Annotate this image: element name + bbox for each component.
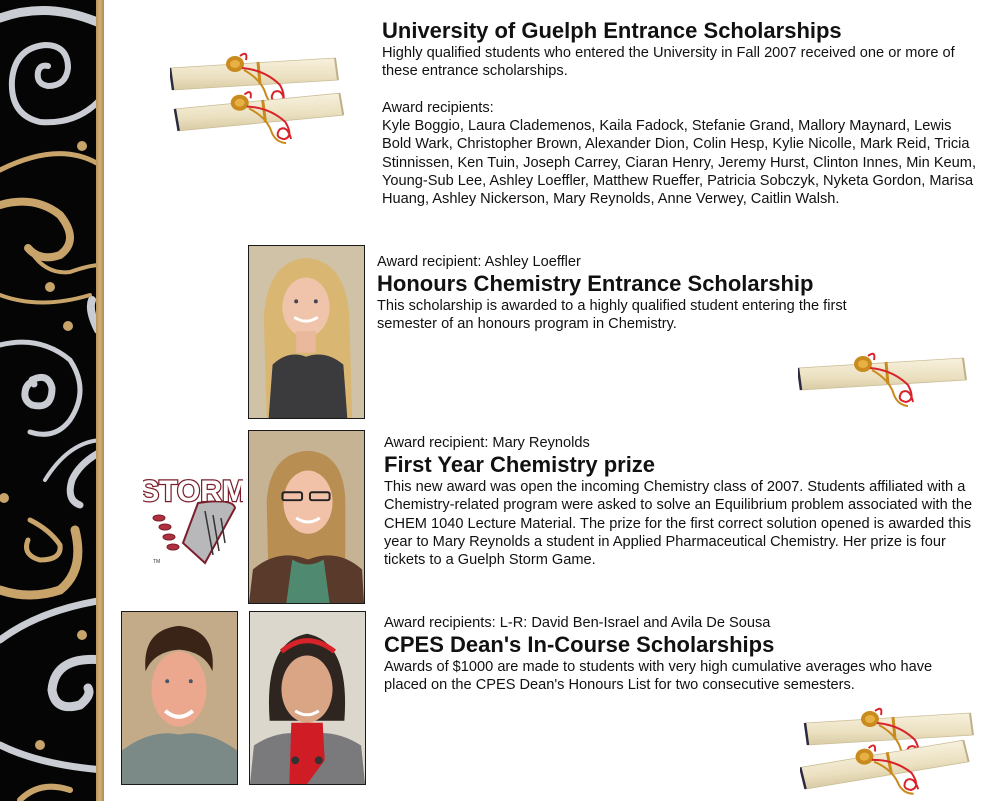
guelph-storm-logo [143, 463, 243, 573]
photo-mary-reynolds [248, 430, 365, 604]
swirl-pattern-icon [0, 0, 96, 801]
section-honours-chemistry [377, 253, 937, 334]
section-description: This new award was open the incoming Chemistry class of 2007. Students affiliated with a Chemistry-related program were asked to solve an Equilibrium problem associated with the CHEM 1040 Lecture Material. The prize for the first correct solution opened is awarded this year to Mary Reynolds a student in Applied Pharmaceutical Chemistry. Her prize is four tickets to a Guelph Storm Game. [384, 479, 973, 569]
recipients-label: Award recipients: [382, 99, 494, 116]
diploma-scroll-icon [798, 348, 973, 415]
diploma-scrolls-icon [170, 50, 350, 155]
recipient-line: Award recipient: Ashley Loeffler [377, 254, 581, 270]
recipients-list: Kyle Boggio, Laura Clademenos, Kaila Fadock, Stefanie Grand, Mallory Maynard, Lewis Bold Wark, Christopher Brown, Alexander Dion, Colin Hesp, Kylie Nicolle, Mark Reid, Tricia Stinnissen, Ken Tuin, Joseph Carrey, Ciaran Henry, Jeremy Hurst, Clinton Innes, Min Keum, Young-Sub Lee, Ashley Loeffler, Matthew Rueffer, Patricia Sobczyk, Nyketa Gordon, Marisa Huang, Ashley Nickerson, Mary Reynolds, Anne Verwey, Caitlin Walsh. [382, 118, 976, 208]
section-entrance-scholarships [382, 18, 982, 209]
section-title: CPES Dean's In-Course Scholarships [384, 632, 775, 657]
gold-border-stripe [96, 0, 104, 801]
section-title: First Year Chemistry prize [384, 452, 656, 477]
section-cpes-dean [384, 614, 984, 695]
section-title: Honours Chemistry Entrance Scholarship [377, 271, 814, 296]
section-description: This scholarship is awarded to a highly qualified student entering the first semester of an honours program in Chemistry. [377, 298, 847, 333]
diploma-scrolls-icon [800, 700, 980, 805]
section-first-year-prize [384, 434, 984, 569]
photo-ashley-loeffler [248, 245, 365, 419]
section-title: University of Guelph Entrance Scholarships [382, 18, 842, 43]
photo-david-ben-israel [121, 611, 238, 785]
recipient-line: Award recipients: L-R: David Ben-Israel and Avila De Sousa [384, 615, 771, 631]
section-description: Awards of $1000 are made to students with very high cumulative averages who have placed on the CPES Dean's Honours List for two consecutive semesters. [384, 659, 933, 694]
section-description: Highly qualified students who entered the University in Fall 2007 received one or more of these entrance scholarships. [382, 45, 955, 80]
decorative-swirl-border [0, 0, 96, 801]
recipient-line: Award recipient: Mary Reynolds [384, 435, 590, 451]
storm-logo-text: STORM [143, 475, 243, 508]
svg-text:TM: TM [153, 559, 161, 565]
photo-avila-de-sousa [249, 611, 366, 785]
